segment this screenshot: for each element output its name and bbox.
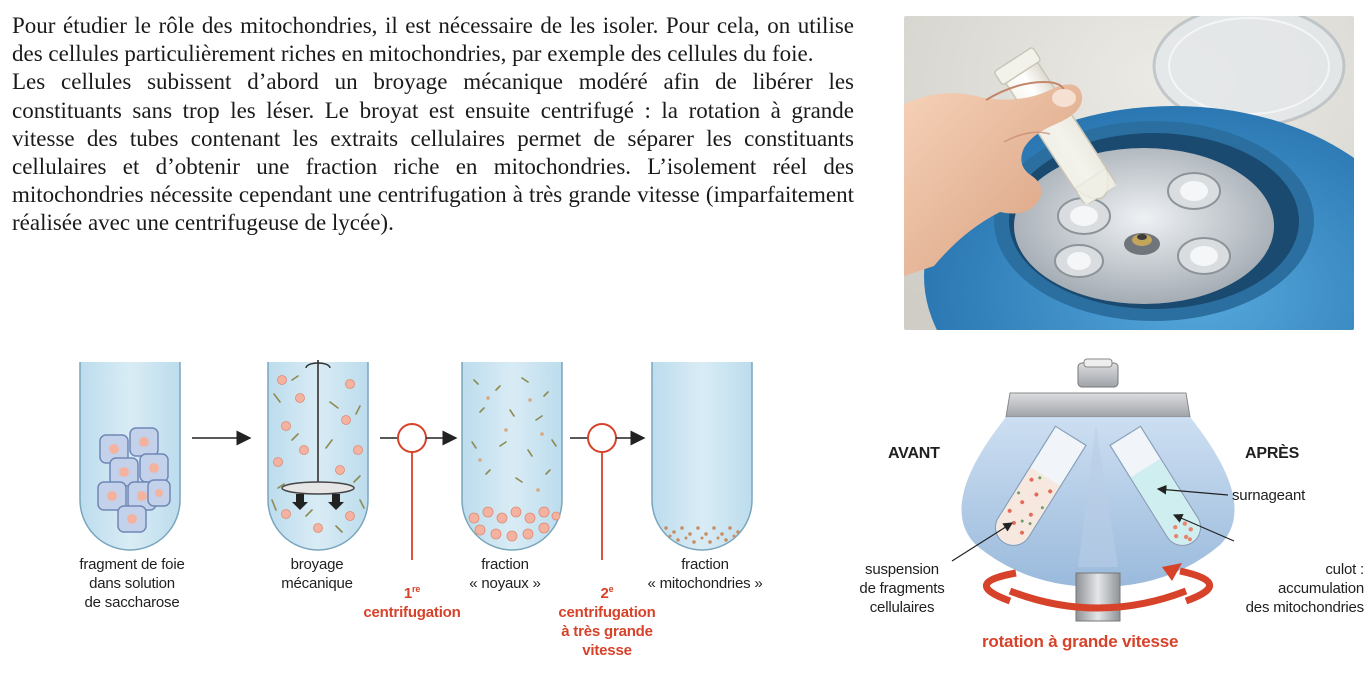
label-pellet-line-2: accumulation (1278, 580, 1364, 597)
intro-paragraph-1: Pour étudier le rôle des mitochondries, il est nécessaire de les isoler. Pour cela, on utilise des cellules particulièrement riches en mitochondries, par exemple des cellules du foie. (12, 13, 854, 67)
tube-3-label-line-1: fraction (481, 556, 529, 573)
tube-4-label-line-1: fraction (681, 556, 729, 573)
tube-1-label-line-2: dans solution (89, 575, 175, 592)
step-2-label-line-2: à très grande (561, 623, 653, 640)
step-2-label-line-1: centrifugation (558, 604, 656, 621)
tube-1-label-line-1: fragment de foie (79, 556, 185, 573)
tube-1-label (62, 555, 202, 612)
tube-diagram (60, 350, 780, 560)
step-2-label-line-3: vitesse (582, 642, 632, 659)
label-suspension-line-2: de fragments (859, 580, 945, 597)
tube-2-label-line-1: broyage (290, 556, 344, 573)
intro-paragraph-2: Les cellules subissent d’abord un broyage mécanique modéré afin de libérer les constituants sans trop les léser. Le broyat est ensuite centrifugé : la rotation à grande vitesse des tubes contenant les extraits cellulaires permet de séparer les constituants cellulaires et d’obtenir une fraction riche en mitochondries. L’isolement réel des mitochondries nécessite cependant une centrifugation à très grande vitesse (imparfaitement réalisée avec une centrifugeuse de lycée). (12, 69, 854, 236)
label-suspension-line-1: suspension (865, 561, 939, 578)
label-rotation: rotation à grande vitesse (982, 632, 1179, 651)
step-1-label (352, 580, 472, 622)
label-pellet (1224, 560, 1364, 617)
tube-2-label-line-2: mécanique (281, 575, 353, 592)
label-pellet-line-1: culot : (1325, 561, 1364, 578)
tube-4 (652, 362, 752, 550)
label-pellet-line-3: des mitochondries (1245, 599, 1364, 616)
intro-text (12, 12, 854, 238)
tube-4-label-line-2: « mitochondries » (647, 575, 763, 592)
step-1-label-line-1: centrifugation (363, 604, 461, 621)
centrifuge-photo (904, 16, 1354, 330)
tube-1 (80, 362, 180, 550)
label-suspension (842, 560, 962, 617)
label-before: AVANT (888, 445, 940, 462)
step-2-label (543, 580, 671, 660)
tube-3-label-line-2: « noyaux » (469, 575, 541, 592)
label-after: APRÈS (1245, 445, 1300, 462)
label-suspension-line-3: cellulaires (869, 599, 935, 616)
label-supernatant: surnageant (1232, 487, 1306, 504)
tube-3 (462, 362, 562, 550)
tube-1-label-line-3: de saccharose (84, 594, 180, 611)
step-1-ordinal: 1re (403, 584, 421, 602)
tube-2 (268, 360, 368, 550)
step-2-ordinal: 2e (600, 584, 614, 602)
